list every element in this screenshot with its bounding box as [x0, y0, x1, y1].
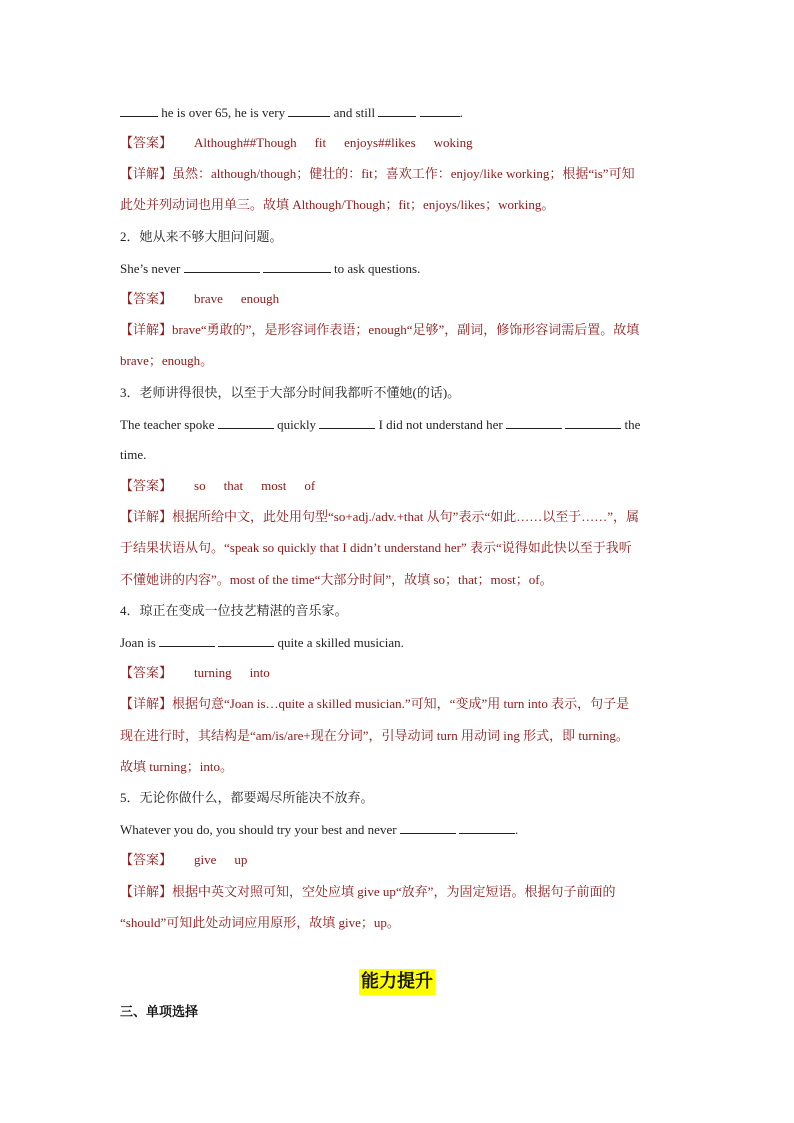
answer-label: 【答案】: [120, 666, 173, 681]
answer-item: up: [234, 852, 248, 867]
q3-blank-3: [506, 416, 562, 429]
q2-detail-line-1: 【详解】brave“勇敢的”，是形容词作表语；enough“足够”，副词，修饰形容词需后置。故填: [120, 322, 640, 338]
q3-detail-line-3: 不懂她讲的内容”。most of the time“大部分时间”，故填 so；that；most；of。: [120, 572, 553, 587]
q5-blank-1: [400, 821, 456, 834]
detail-label: 【详解】: [120, 510, 173, 525]
q3-english-line: The teacher spoke quickly I did not understand her the: [120, 417, 641, 432]
q3-blank-1: [218, 416, 274, 429]
q2-english-line: She’s never to ask questions.: [120, 261, 421, 276]
q3-english-line-2: time.: [120, 447, 147, 462]
q2-detail-line-2: brave；enough。: [120, 353, 214, 368]
question-number: 5．: [120, 790, 140, 805]
q1-detail-line-1: 【详解】虽然：although/though；健壮的：fit；喜欢工作：enjoy/like working；根据“is”可知: [120, 166, 635, 182]
answer-item: Although##Though: [194, 135, 297, 150]
q2-answer-line: [120, 291, 279, 308]
q5-answer-line: [120, 852, 247, 869]
q1-detail-line-2: 此处并列动词也用单三。故填 Although/Though；fit；enjoys/likes；working。: [120, 197, 555, 212]
answer-item: most: [261, 478, 287, 493]
answer-label: 【答案】: [120, 853, 173, 868]
q4-blank-1: [159, 634, 215, 647]
answer-item: woking: [433, 135, 473, 150]
answer-label: 【答案】: [120, 479, 173, 494]
q4-chinese-line: [120, 603, 348, 619]
q5-blank-2: [459, 821, 515, 834]
section-title: 三、单项选择: [120, 1005, 199, 1020]
q3-chinese-line: [120, 385, 460, 401]
question-number: 4．: [120, 603, 140, 618]
answer-label: 【答案】: [120, 136, 173, 151]
answer-item: enjoys##likes: [344, 135, 416, 150]
question-chinese: 无论你做什么，都要竭尽所能决不放弃。: [139, 790, 374, 805]
q3-answer-line: [120, 478, 315, 495]
q5-chinese-line: [120, 790, 374, 806]
q3-detail-line-2: 于结果状语从句。“speak so quickly that I didn’t understand her” 表示“说得如此快以至于我听: [120, 540, 632, 555]
q5-detail-line-1: 【详解】根据中英文对照可知，空处应填 give up“放弃”，为固定短语。根据句子前面的: [120, 884, 616, 900]
detail-label: 【详解】: [120, 885, 173, 900]
detail-label: 【详解】: [120, 697, 173, 712]
q3-blank-2: [319, 416, 375, 429]
answer-item: so: [194, 478, 206, 493]
answer-item: enough: [240, 291, 280, 306]
q4-detail-line-2: 现在进行时，其结构是“am/is/are+现在分词”，引导动词 turn 用动词 ing 形式，即 turning。: [120, 728, 629, 743]
q3-blank-4: [565, 416, 621, 429]
question-chinese: 她从来不够大胆问问题。: [139, 229, 283, 244]
detail-label: 【详解】: [120, 323, 173, 338]
q4-english-line: Joan is quite a skilled musician.: [120, 635, 404, 650]
answer-item: that: [223, 478, 244, 493]
answer-item: turning: [194, 665, 232, 680]
q1-blank-3: [378, 104, 416, 117]
q1-blank-2: [288, 104, 330, 117]
q5-detail-line-2: “should”可知此处动词应用原形，故填 give；up。: [120, 915, 400, 930]
q4-blank-2: [218, 634, 274, 647]
q1-question-line: he is over 65, he is very and still .: [120, 104, 463, 121]
answer-item: fit: [314, 135, 327, 150]
q2-blank-2: [263, 260, 331, 273]
q4-detail-line-1: 【详解】根据句意“Joan is…quite a skilled musician.”可知，“变成”用 turn into 表示，句子是: [120, 696, 630, 712]
answer-item: of: [304, 478, 316, 493]
q1-blank-1: [120, 104, 158, 117]
q4-detail-line-3: 故填 turning；into。: [120, 759, 234, 774]
question-chinese: 琼正在变成一位技艺精湛的音乐家。: [139, 603, 348, 618]
answer-item: into: [249, 665, 270, 680]
q5-english-line: Whatever you do, you should try your best and never .: [120, 822, 519, 837]
question-number: 2．: [120, 229, 140, 244]
q2-chinese-line: [120, 229, 283, 245]
q1-blank-4: [420, 104, 460, 117]
q2-blank-1: [184, 260, 260, 273]
answer-item: give: [194, 852, 217, 867]
q1-answer-line: [120, 135, 473, 152]
answer-item: brave: [194, 291, 223, 306]
section-heading: 能力提升: [359, 969, 435, 995]
q4-answer-line: [120, 665, 270, 682]
heading-wrap: [0, 969, 794, 995]
question-chinese: 老师讲得很快，以至于大部分时间我都听不懂她(的话)。: [139, 385, 461, 400]
q3-detail-line-1: 【详解】根据所给中文，此处用句型“so+adj./adv.+that 从句”表示“如此……以至于……”，属: [120, 509, 639, 525]
question-number: 3．: [120, 385, 140, 400]
detail-label: 【详解】: [120, 167, 173, 182]
answer-label: 【答案】: [120, 292, 173, 307]
